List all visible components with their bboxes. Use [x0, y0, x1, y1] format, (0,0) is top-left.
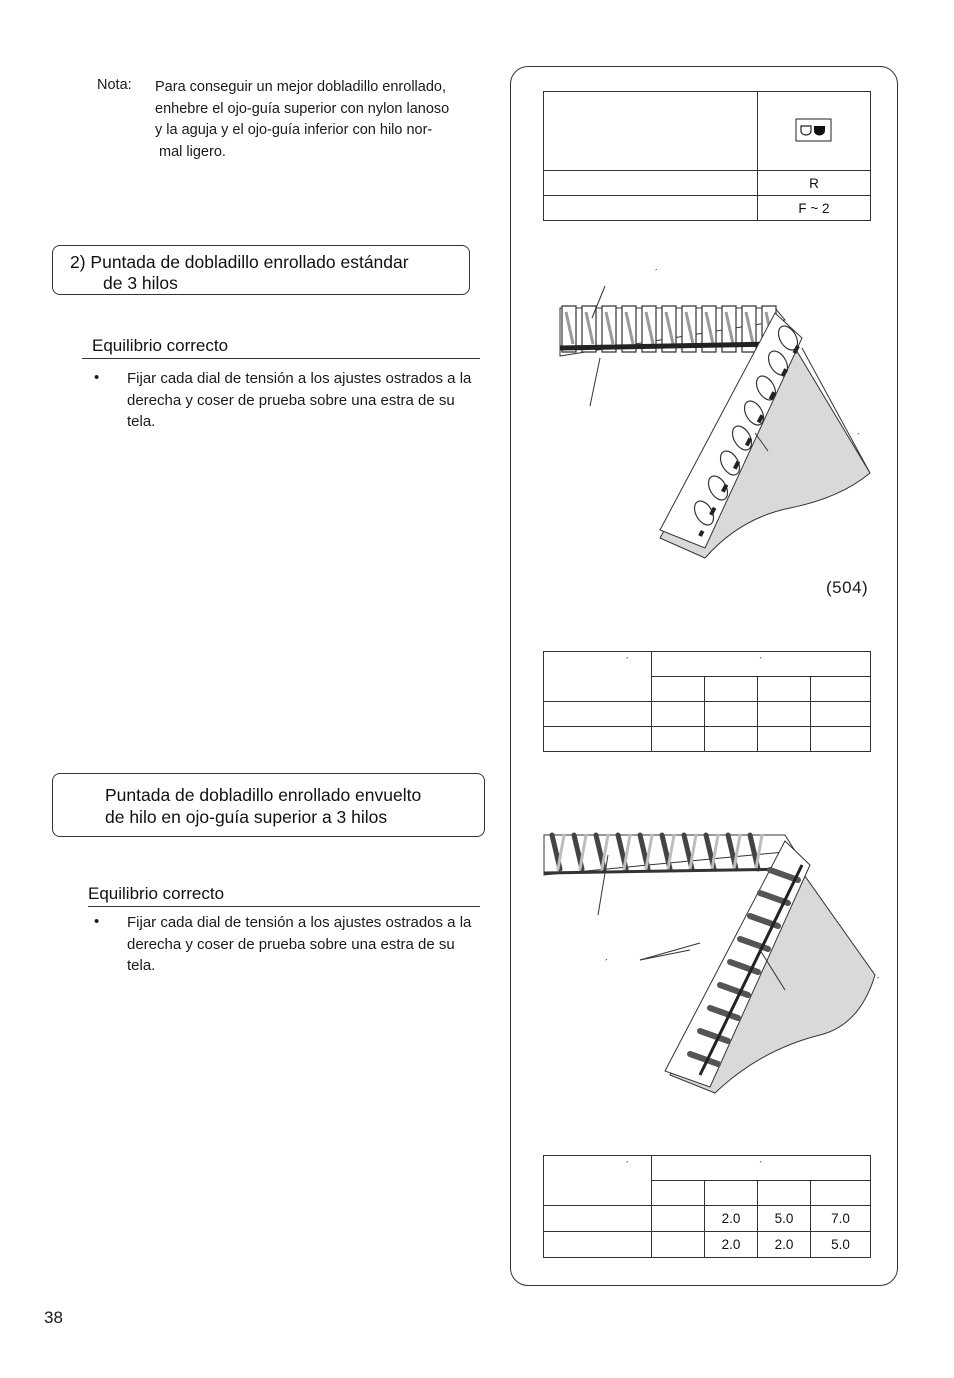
tension-col-header [811, 1181, 871, 1206]
section2-divider [88, 906, 480, 907]
tension-cell: 5.0 [811, 1232, 871, 1258]
section1-divider [82, 358, 480, 359]
settings-icon-cell [758, 92, 871, 171]
note-line: y la aguja y el ojo-guía inferior con hilo nor- [155, 122, 433, 138]
tension-cell: 2.0 [758, 1232, 811, 1258]
tension-cell [652, 727, 705, 752]
tension-table-2 [543, 1155, 871, 1258]
settings-row-label [544, 196, 758, 221]
tension-cell [544, 727, 652, 752]
section2-instruction: Fijar cada dial de tensión a los ajustes ostrados a la derecha y coser de prueba sobre una estra de su tela. [127, 914, 472, 974]
settings-cell-empty [544, 92, 758, 171]
section1-subheading: Equilibrio correcto [92, 336, 229, 355]
section2-subheading: Equilibrio correcto [88, 884, 225, 903]
section2-heading-line2: de hilo en ojo-guía superior a 3 hilos [105, 807, 388, 827]
tension-cell [758, 702, 811, 727]
tension-col-header [705, 677, 758, 702]
tension-table-1 [543, 651, 871, 752]
tension-cell [705, 702, 758, 727]
tension-cell [544, 1232, 652, 1258]
figure1-mark: ´ [655, 268, 658, 278]
settings-row-label [544, 171, 758, 196]
tension-col-header [652, 1181, 705, 1206]
tension-table-corner: ´ [544, 652, 652, 702]
rolled-hem-selector-icon [795, 117, 833, 143]
note-text [155, 77, 495, 163]
settings-table [543, 91, 871, 221]
figure2-mark: ´ [877, 976, 880, 986]
tension-cell [811, 727, 871, 752]
tension-cell [544, 702, 652, 727]
tension-cell [811, 702, 871, 727]
page-number: 38 [44, 1308, 63, 1327]
tension-col-header [758, 677, 811, 702]
section2-bullet: • [94, 913, 100, 930]
note-label: Nota: [97, 77, 132, 93]
settings-row-value: R [758, 171, 871, 196]
section2-heading-line1: Puntada de dobladillo enrollado envuelto [105, 785, 422, 805]
section1-heading-line1: 2) Puntada de dobladillo enrollado estándar [70, 252, 409, 272]
tension-cell [758, 727, 811, 752]
rolled-hem-illustration-1 [540, 268, 885, 568]
tension-cell [705, 727, 758, 752]
note-line: enhebre el ojo-guía superior con nylon lanoso [155, 100, 450, 117]
tension-col-header [705, 1181, 758, 1206]
tension-cell: 2.0 [705, 1206, 758, 1232]
note-line: mal ligero. [155, 143, 226, 160]
stitch-code: (504) [826, 578, 869, 597]
tension-cell: 2.0 [705, 1232, 758, 1258]
tension-cell: 7.0 [811, 1206, 871, 1232]
note-line: Para conseguir un mejor dobladillo enrollado, [155, 79, 446, 95]
tension-table-header: ´ [652, 652, 871, 677]
section1-bullet: • [94, 369, 100, 386]
tension-table-header: ´ [652, 1156, 871, 1181]
tension-cell [652, 1206, 705, 1232]
rolled-hem-illustration-2 [540, 825, 885, 1100]
figure2-mark: ´ [605, 958, 608, 968]
tension-col-header [758, 1181, 811, 1206]
section1-heading-line2: de 3 hilos [103, 273, 178, 293]
tension-cell [652, 702, 705, 727]
section1-instruction: Fijar cada dial de tensión a los ajustes ostrados a la derecha y coser de prueba sobre una estra de su tela. [127, 370, 472, 430]
tension-col-header [652, 677, 705, 702]
settings-row-value: F ~ 2 [758, 196, 871, 221]
tension-cell [544, 1206, 652, 1232]
tension-cell [652, 1232, 705, 1258]
tension-col-header [811, 677, 871, 702]
tension-cell: 5.0 [758, 1206, 811, 1232]
tension-table-corner: ´ [544, 1156, 652, 1206]
figure1-mark: ´ [857, 432, 860, 442]
